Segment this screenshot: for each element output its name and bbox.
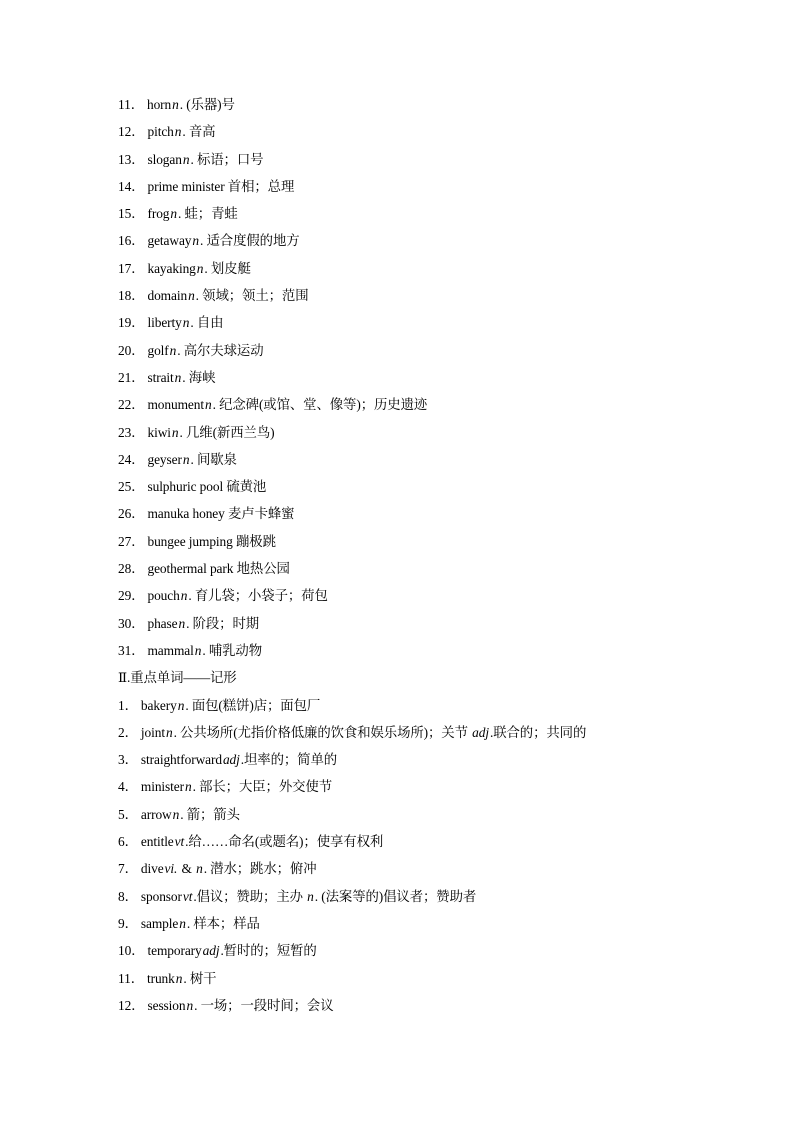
section-heading: Ⅱ.重点单词——记形 — [118, 670, 237, 686]
entry-part-of-speech: vt — [182, 888, 193, 904]
entry-word: temporary — [147, 943, 202, 959]
vocabulary-list — [118, 94, 758, 1022]
entry-word: strait — [147, 369, 174, 385]
vocab-entry — [118, 804, 758, 831]
entry-part-of-speech: n — [182, 315, 190, 331]
entry-definition: . 适合度假的地方 — [200, 233, 300, 249]
entry-word: frog — [147, 206, 170, 222]
entry-definition: . 哺乳动物 — [202, 642, 263, 658]
vocab-entry — [118, 940, 758, 967]
vocab-entry — [118, 886, 758, 913]
entry-definition: . 自由 — [190, 315, 224, 331]
entry-word: mammal — [147, 642, 194, 658]
entry-number: 24． — [118, 451, 145, 467]
entry-number: 18． — [118, 288, 145, 304]
entry-definition: 地热公园 — [233, 561, 290, 577]
entry-number: 7． — [118, 861, 138, 877]
entry-part-of-speech: n — [204, 397, 212, 413]
entry-part-of-speech: n — [188, 288, 195, 304]
entry-number: 14． — [118, 178, 145, 194]
entry-number: 28． — [118, 561, 145, 577]
vocab-entry — [118, 422, 758, 449]
entry-number: 12． — [118, 124, 145, 140]
entry-part-of-speech: adj — [202, 943, 220, 959]
vocab-entry — [118, 858, 758, 885]
entry-word: geothermal park — [147, 561, 234, 577]
entry-definition: . 标语；口号 — [190, 151, 264, 167]
entry-number: 31． — [118, 642, 145, 658]
entry-definition: . 公共场所(尤指价格低廉的饮食和娱乐场所)；关节 — [173, 724, 472, 740]
entry-word: slogan — [147, 151, 182, 167]
entry-number: 26． — [118, 506, 145, 522]
entry-definition: & — [178, 861, 196, 877]
entry-definition: .联合的；共同的 — [489, 724, 587, 740]
entry-number: 5． — [118, 806, 138, 822]
vocab-entry — [118, 230, 758, 257]
entry-part-of-speech: n — [194, 642, 202, 658]
entry-number: 30． — [118, 615, 145, 631]
entry-definition: . 音高 — [182, 124, 216, 140]
vocab-entry — [118, 449, 758, 476]
entry-word: bakery — [140, 697, 177, 713]
entry-definition: . 树干 — [183, 970, 217, 986]
entry-definition: .给……命名(或题名)；使享有权利 — [185, 834, 384, 850]
entry-number: 11． — [118, 970, 144, 986]
entry-definition: . 蛙；青蛙 — [178, 206, 238, 222]
vocab-entry — [118, 722, 758, 749]
entry-definition: . 海峡 — [182, 369, 216, 385]
entry-number: 8． — [118, 888, 138, 904]
entry-number: 17． — [118, 260, 145, 276]
entry-word: domain — [147, 288, 188, 304]
entry-definition: 麦卢卡蜂蜜 — [224, 506, 295, 522]
vocab-entry — [118, 394, 758, 421]
entry-word: joint — [140, 724, 165, 740]
entry-part-of-speech: n — [196, 861, 203, 877]
entry-part-of-speech: n — [174, 124, 182, 140]
entry-word: entitle — [140, 834, 174, 850]
entry-word: kayaking — [147, 260, 196, 276]
vocab-entry — [118, 913, 758, 940]
entry-number: 23． — [118, 424, 145, 440]
vocab-entry — [118, 476, 758, 503]
entry-word: getaway — [147, 233, 192, 249]
entry-part-of-speech: n — [170, 206, 178, 222]
entry-definition: . 高尔夫球运动 — [177, 342, 264, 358]
entry-part-of-speech: n — [184, 779, 192, 795]
entry-number: 22． — [118, 397, 145, 413]
entry-number: 11． — [118, 97, 144, 112]
entry-part-of-speech: n — [180, 588, 188, 604]
entry-part-of-speech: n — [182, 151, 190, 167]
entry-part-of-speech: n — [307, 888, 314, 904]
entry-definition: .倡议；赞助；主办 — [193, 888, 307, 904]
entry-definition: . 潜水；跳水；俯冲 — [203, 861, 317, 877]
entry-number: 15． — [118, 206, 145, 222]
entry-part-of-speech: n — [174, 369, 182, 385]
entry-definition: . (法案等的)倡议者；赞助者 — [314, 888, 477, 904]
entry-word: prime minister — [147, 178, 225, 194]
vocab-entry — [118, 312, 758, 339]
entry-part-of-speech: n — [179, 915, 186, 931]
entry-word: manuka honey — [147, 506, 225, 522]
entry-word: kiwi — [147, 424, 171, 440]
vocab-entry — [118, 831, 758, 858]
entry-number: 1． — [118, 697, 138, 713]
entry-number: 19． — [118, 315, 145, 331]
entry-part-of-speech: vi. — [164, 861, 178, 877]
vocab-entry — [118, 695, 758, 722]
vocab-entry — [118, 258, 758, 285]
vocab-entry — [118, 749, 758, 776]
entry-definition: 硫黄池 — [223, 479, 267, 495]
entry-definition: . 样本；样品 — [186, 915, 260, 931]
entry-definition: .暂时的；短暂的 — [220, 943, 317, 959]
entry-definition: . 育儿袋；小袋子；荷包 — [188, 588, 328, 604]
entry-part-of-speech: adj — [472, 724, 489, 740]
entry-part-of-speech: n — [182, 451, 190, 467]
entry-part-of-speech: n — [186, 997, 194, 1013]
entry-word: bungee jumping — [147, 533, 233, 549]
entry-definition: .坦率的；简单的 — [240, 752, 338, 768]
entry-word: pouch — [147, 588, 180, 604]
entry-number: 25． — [118, 479, 145, 495]
vocab-entry — [118, 968, 758, 995]
entry-definition: . 划皮艇 — [204, 260, 251, 276]
entry-word: horn — [146, 97, 172, 112]
vocab-entry — [118, 149, 758, 176]
entry-word: sulphuric pool — [147, 479, 224, 495]
vocab-entry — [118, 995, 758, 1022]
vocab-entry — [118, 585, 758, 612]
vocab-entry — [118, 121, 758, 148]
entry-part-of-speech: n — [172, 806, 180, 822]
entry-definition: . 部长；大臣；外交使节 — [192, 779, 332, 795]
entry-number: 13． — [118, 151, 145, 167]
entry-number: 20． — [118, 342, 145, 358]
vocab-entry — [118, 340, 758, 367]
entry-number: 9． — [118, 915, 138, 931]
vocab-entry — [118, 285, 758, 312]
entry-number: 21． — [118, 369, 145, 385]
vocab-entry — [118, 558, 758, 585]
entry-part-of-speech: n — [175, 970, 183, 986]
entry-word: trunk — [146, 970, 175, 986]
entry-part-of-speech: n — [171, 424, 179, 440]
entry-definition: 首相；总理 — [224, 178, 295, 194]
entry-word: monument — [147, 397, 204, 413]
entry-word: arrow — [140, 806, 172, 822]
entry-part-of-speech: adj — [222, 752, 240, 768]
entry-word: sponsor — [140, 888, 182, 904]
vocab-entry — [118, 176, 758, 203]
entry-definition: . 箭；箭头 — [180, 806, 240, 822]
entry-definition: . 领域；领土；范围 — [195, 288, 309, 304]
vocab-entry — [118, 640, 758, 667]
entry-number: 29． — [118, 588, 145, 604]
entry-part-of-speech: n — [196, 260, 204, 276]
entry-word: geyser — [147, 451, 182, 467]
entry-definition: . (乐器)号 — [179, 97, 235, 112]
entry-word: straightforward — [140, 752, 222, 768]
vocab-entry — [118, 367, 758, 394]
entry-number: 10． — [118, 943, 145, 959]
entry-part-of-speech: n — [178, 615, 186, 631]
entry-number: 4． — [118, 779, 138, 795]
entry-definition: . 面包(糕饼)店；面包厂 — [185, 697, 321, 713]
vocab-entry — [118, 613, 758, 640]
entry-part-of-speech: n — [172, 97, 179, 112]
entry-number: 16． — [118, 233, 145, 249]
entry-word: minister — [140, 779, 184, 795]
entry-part-of-speech: n — [165, 724, 173, 740]
entry-definition: 蹦极跳 — [232, 533, 276, 549]
entry-number: 6． — [118, 834, 138, 850]
vocab-entry — [118, 203, 758, 230]
entry-word: dive — [140, 861, 164, 877]
entry-word: phase — [147, 615, 178, 631]
entry-word: pitch — [147, 124, 174, 140]
entry-part-of-speech: n — [192, 233, 200, 249]
entry-word: sample — [140, 915, 179, 931]
entry-definition: . 纪念碑(或馆、堂、像等)；历史遗迹 — [212, 397, 428, 413]
entry-part-of-speech: n — [177, 697, 185, 713]
entry-definition: . 几维(新西兰鸟) — [179, 424, 275, 440]
entry-word: liberty — [147, 315, 182, 331]
entry-word: session — [147, 997, 186, 1013]
entry-part-of-speech: n — [169, 342, 177, 358]
entry-number: 3． — [118, 752, 138, 768]
entry-word: golf — [147, 342, 169, 358]
entry-number: 12． — [118, 997, 145, 1013]
entry-definition: . 一场；一段时间；会议 — [194, 997, 334, 1013]
vocab-entry — [118, 503, 758, 530]
entry-definition: . 间歇泉 — [190, 451, 237, 467]
entry-definition: . 阶段；时期 — [186, 615, 260, 631]
vocab-entry — [118, 776, 758, 803]
entry-number: 2． — [118, 724, 138, 740]
vocab-entry — [118, 94, 758, 121]
vocab-entry — [118, 531, 758, 558]
entry-part-of-speech: vt — [174, 834, 185, 850]
entry-number: 27． — [118, 533, 145, 549]
